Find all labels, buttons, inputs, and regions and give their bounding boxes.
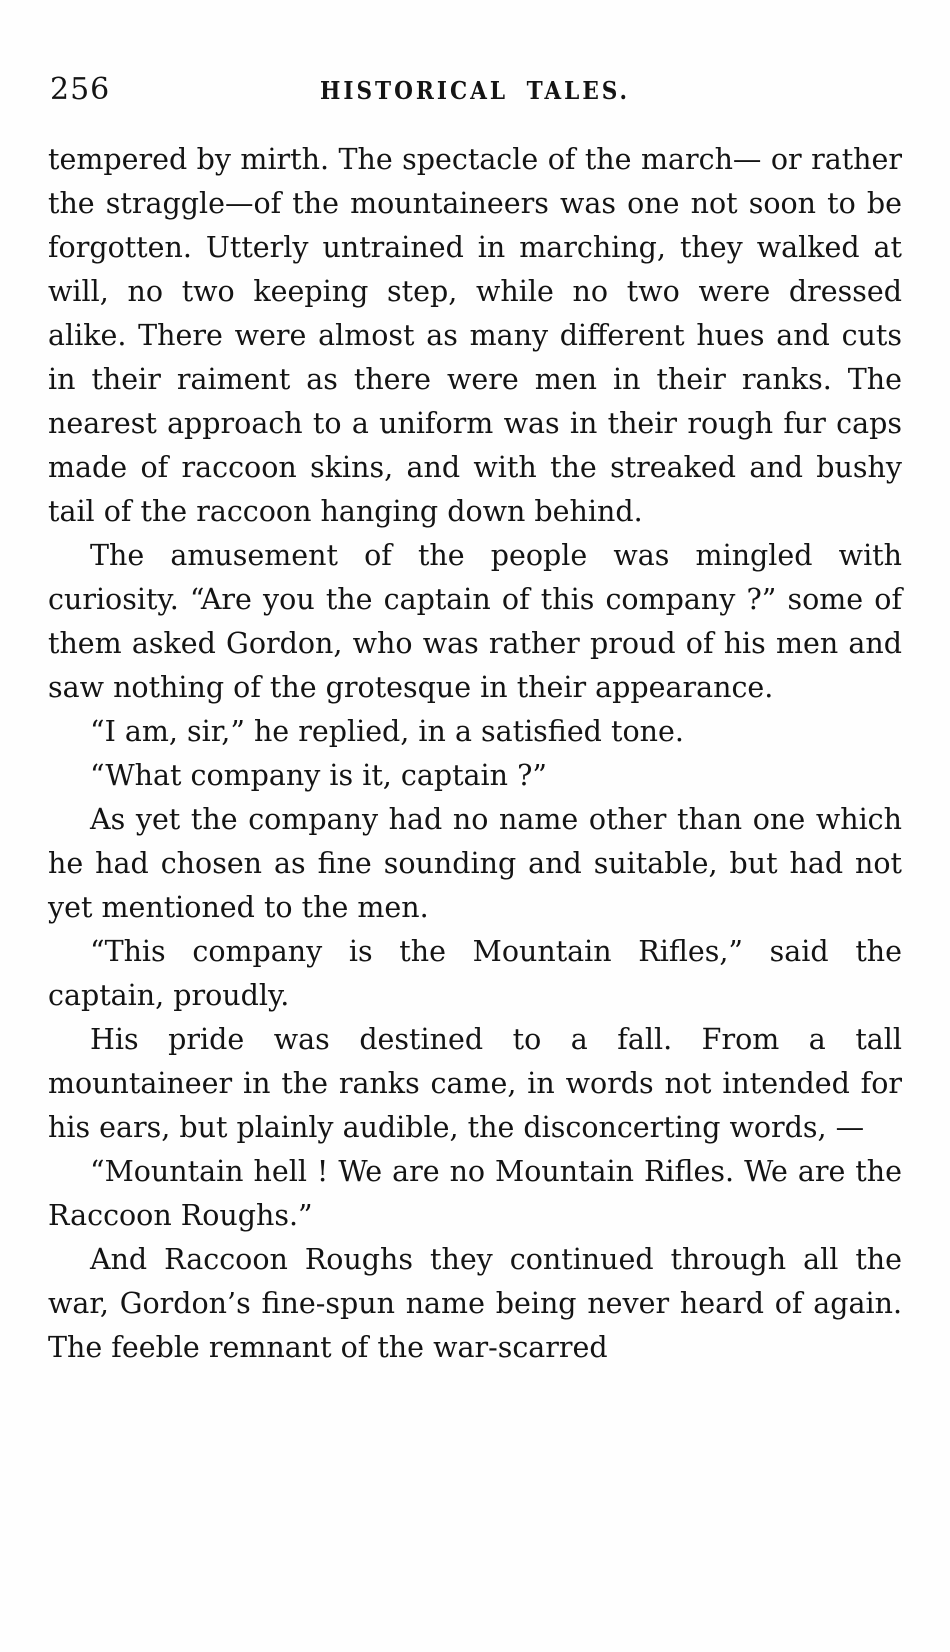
paragraph: “Mountain hell ! We are no Mountain Rifles. We are the Raccoon Roughs.” — [48, 1155, 902, 1232]
paragraph: tempered by mirth. The spectacle of the march— or rather the straggle—of the mountaineers was one not soon to be forgotten. Utterly untrained in marching, they walked at will, no two keeping step, while no two were dressed alike. There were almost as many different hues and cuts in their raiment as there were men in their ranks. The nearest approach to a uniform was in their rough fur caps made of raccoon skins, and with the streaked and bushy tail of the raccoon hanging down behind. — [48, 143, 902, 528]
page-body — [48, 138, 902, 1370]
page-header — [48, 72, 902, 116]
page-number: 256 — [50, 72, 111, 107]
paragraph: The amusement of the people was mingled with curiosity. “Are you the captain of this company ?” some of them asked Gordon, who was rather proud of his men and saw nothing of the grotesque in their appearance. — [48, 539, 902, 704]
running-title: HISTORICAL TALES. — [319, 76, 631, 105]
paragraph: His pride was destined to a fall. From a tall mountaineer in the ranks came, in words not intended for his ears, but plainly audible, the disconcerting words, — — [48, 1023, 902, 1144]
paragraph: “This company is the Mountain Rifles,” said the captain, proudly. — [48, 935, 902, 1012]
paragraph: “What company is it, captain ?” — [90, 759, 547, 792]
paragraph: “I am, sir,” he replied, in a satisfied tone. — [90, 715, 684, 748]
paragraph: And Raccoon Roughs they continued through all the war, Gordon’s fine-spun name being never heard of again. The feeble remnant of the war-scarred — [48, 1243, 902, 1364]
paragraph: As yet the company had no name other than one which he had chosen as fine sounding and suitable, but had not yet mentioned to the men. — [48, 803, 902, 924]
